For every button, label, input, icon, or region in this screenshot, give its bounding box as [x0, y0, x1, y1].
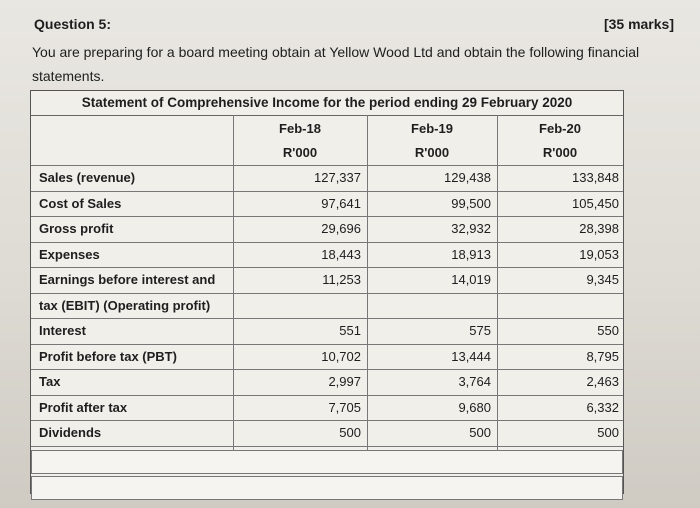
row-value: 105,450 — [572, 195, 619, 211]
income-statement-table — [30, 90, 624, 494]
row-label: Expenses — [39, 246, 100, 262]
row-value: 14,019 — [451, 272, 491, 287]
column-header: Feb-19 — [411, 121, 453, 136]
row-value: 6,332 — [586, 399, 619, 415]
row-value: 9,345 — [586, 272, 619, 287]
row-value: 18,913 — [451, 246, 491, 262]
row-divider — [31, 344, 623, 345]
row-value: 28,398 — [579, 221, 619, 236]
row-divider — [31, 191, 623, 192]
row-value: 9,680 — [458, 399, 491, 415]
question-text: You are preparing for a board meeting obtain at Yellow Wood Ltd and obtain the following financial statements. — [32, 44, 640, 84]
row-value: 127,337 — [314, 170, 361, 185]
row-value: 29,696 — [321, 221, 361, 236]
row-value: 19,053 — [579, 246, 619, 262]
row-divider — [31, 369, 623, 370]
row-label: Interest — [39, 323, 86, 338]
row-label: Profit after tax — [39, 399, 128, 415]
row-label: Dividends — [39, 425, 102, 440]
row-value: 13,444 — [451, 348, 491, 364]
row-label: Tax — [39, 374, 61, 389]
column-unit: R'000 — [282, 145, 318, 160]
row-value: 99,500 — [451, 195, 491, 211]
row-value: 10,702 — [321, 348, 361, 364]
row-divider — [31, 318, 623, 319]
column-divider — [497, 115, 498, 468]
row-value: 500 — [597, 425, 619, 440]
row-value: 500 — [469, 425, 491, 440]
row-label: tax (EBIT) (Operating profit) — [39, 297, 211, 313]
column-header: Feb-20 — [539, 121, 581, 136]
row-divider — [31, 165, 623, 166]
row-divider — [31, 446, 623, 447]
row-value: 32,932 — [451, 221, 491, 236]
row-value: 3,764 — [458, 374, 491, 389]
row-label: Sales (revenue) — [39, 170, 136, 185]
row-label: Earnings before interest and — [39, 272, 216, 287]
row-divider — [31, 267, 623, 268]
empty-row — [31, 476, 623, 500]
question-title: Question 5: — [34, 16, 112, 32]
row-value: 18,443 — [321, 246, 361, 262]
row-value: 97,641 — [321, 195, 361, 211]
row-value: 129,438 — [444, 170, 491, 185]
row-label: Gross profit — [39, 221, 114, 236]
row-value: 575 — [469, 323, 491, 338]
row-divider — [31, 420, 623, 421]
row-value: 2,997 — [328, 374, 361, 389]
column-divider — [233, 115, 234, 468]
row-value: 11,253 — [322, 272, 361, 287]
row-value: 551 — [339, 323, 361, 338]
empty-row — [31, 450, 623, 474]
column-divider — [367, 115, 368, 468]
column-unit: R'000 — [542, 145, 578, 160]
row-divider — [31, 395, 623, 396]
row-divider — [31, 293, 623, 294]
column-header: Feb-18 — [279, 121, 321, 136]
row-value: 133,848 — [572, 170, 619, 185]
row-label: Profit before tax (PBT) — [39, 348, 177, 364]
question-header — [34, 16, 674, 38]
row-value: 2,463 — [586, 374, 619, 389]
row-value: 550 — [597, 323, 619, 338]
question-marks: [35 marks] — [603, 16, 674, 32]
row-divider — [31, 216, 623, 217]
row-label: Cost of Sales — [39, 195, 122, 211]
statement-title: Statement of Comprehensive Income for the period ending 29 February 2020 — [31, 91, 623, 116]
row-value: 8,795 — [586, 348, 619, 364]
row-value: 7,705 — [328, 399, 361, 415]
column-unit: R'000 — [414, 145, 450, 160]
row-value: 500 — [339, 425, 361, 440]
row-divider — [31, 242, 623, 243]
